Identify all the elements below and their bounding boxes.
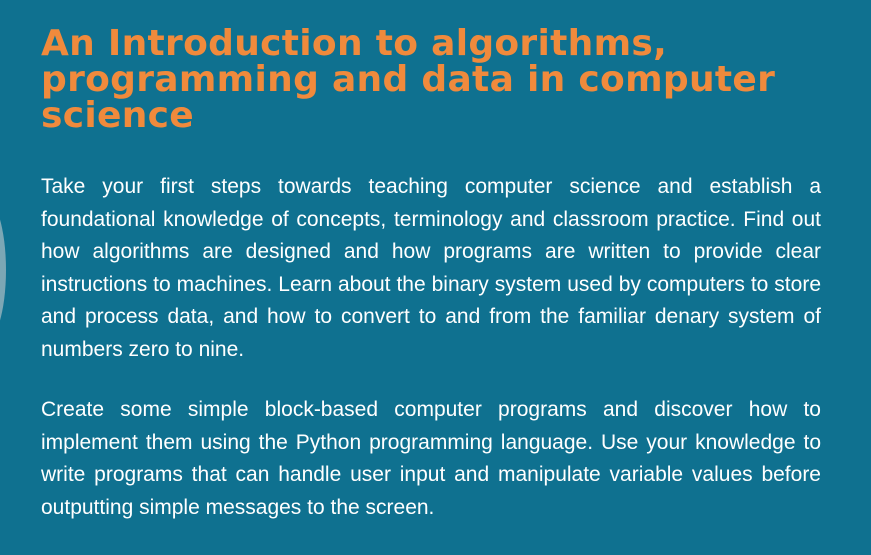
decorative-circle-edge — [0, 195, 6, 345]
description-paragraph-2: Create some simple block-based computer programs and discover how to implement them using the Python programming language. Use your knowledge to write programs that can handle user input and manipulate variable values before outputting simple messages to the screen. — [41, 398, 821, 519]
description-paragraph-1: Take your first steps towards teaching computer science and establish a foundational knowledge of concepts, terminology and classroom practice. Find out how algorithms are designed and how programs are written to provide clear instructions to machines. Learn about the binary system used by computers to store and process data, and how to convert to and from the familiar denary system of numbers zero to nine. — [41, 175, 821, 361]
course-title: An Introduction to algorithms, programming and data in computer science — [41, 23, 776, 136]
